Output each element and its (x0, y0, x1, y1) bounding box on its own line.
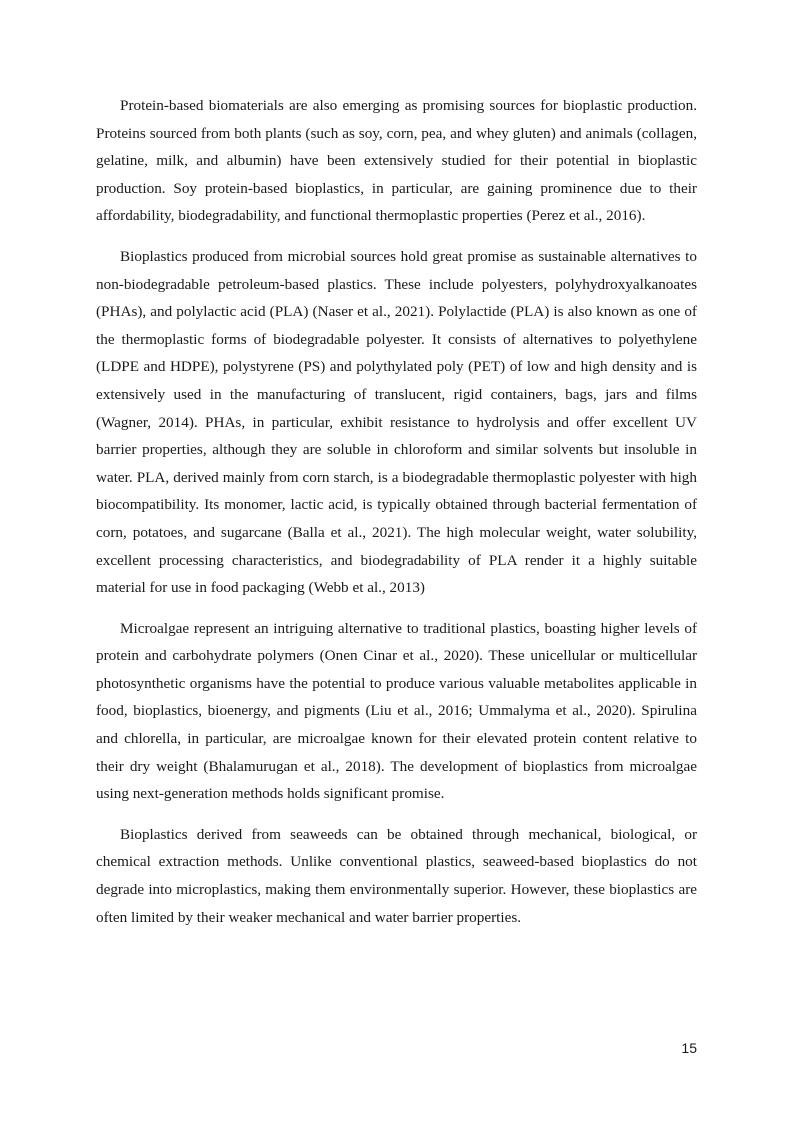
paragraph-seaweed-bioplastics: Bioplastics derived from seaweeds can be obtained through mechanical, biological, or chemical extraction methods. Unlike conventional plastics, seaweed-based bioplastics do not degrade into microplastics, making them environmentally superior. However, these bioplastics are often limited by their weaker mechanical and water barrier properties. (96, 825, 697, 926)
paragraph-microalgae: Microalgae represent an intriguing alternative to traditional plastics, boasting higher levels of protein and carbohydrate polymers (Onen Cinar et al., 2020). These unicellular or multicellular photosynthetic organisms have the potential to produce various valuable metabolites applicable in food, bioplastics, bioenergy, and pigments (Liu et al., 2016; Ummalyma et al., 2020). Spirulina and chlorella, in particular, are microalgae known for their elevated protein content relative to their dry weight (Bhalamurugan et al., 2018). The development of bioplastics from microalgae using next-generation methods holds significant promise. (96, 619, 697, 803)
document-body (96, 92, 697, 944)
paragraph-protein-biomaterials: Protein-based biomaterials are also emerging as promising sources for bioplastic production. Proteins sourced from both plants (such as soy, corn, pea, and whey gluten) and animals (collagen, gelatine, milk, and albumin) have been extensively studied for their potential in bioplastic production. Soy protein-based bioplastics, in particular, are gaining prominence due to their affordability, biodegradability, and functional thermoplastic properties (Perez et al., 2016). (96, 97, 697, 225)
paragraph-microbial-bioplastics: Bioplastics produced from microbial sources hold great promise as sustainable alternatives to non-biodegradable petroleum-based plastics. These include polyesters, polyhydroxyalkanoates (PHAs), and polylactic acid (PLA) (Naser et al., 2021). Polylactide (PLA) is also known as one of the thermoplastic forms of biodegradable polyester. It consists of alternatives to polyethylene (LDPE and HDPE), polystyrene (PS) and polythylated poly (PET) of low and high density and is extensively used in the manufacturing of translucent, rigid containers, bags, jars and films (Wagner, 2014). PHAs, in particular, exhibit resistance to hydrolysis and offer excellent UV barrier properties, although they are soluble in chloroform and similar solvents but insoluble in water. PLA, derived mainly from corn starch, is a biodegradable thermoplastic polyester with high biocompatibility. Its monomer, lactic acid, is typically obtained through bacterial fermentation of corn, potatoes, and sugarcane (Balla et al., 2021). The high molecular weight, water solubility, excellent processing characteristics, and biodegradability of PLA render it a highly suitable material for use in food packaging (Webb et al., 2013) (96, 247, 697, 597)
page-number: 15 (681, 1040, 697, 1056)
